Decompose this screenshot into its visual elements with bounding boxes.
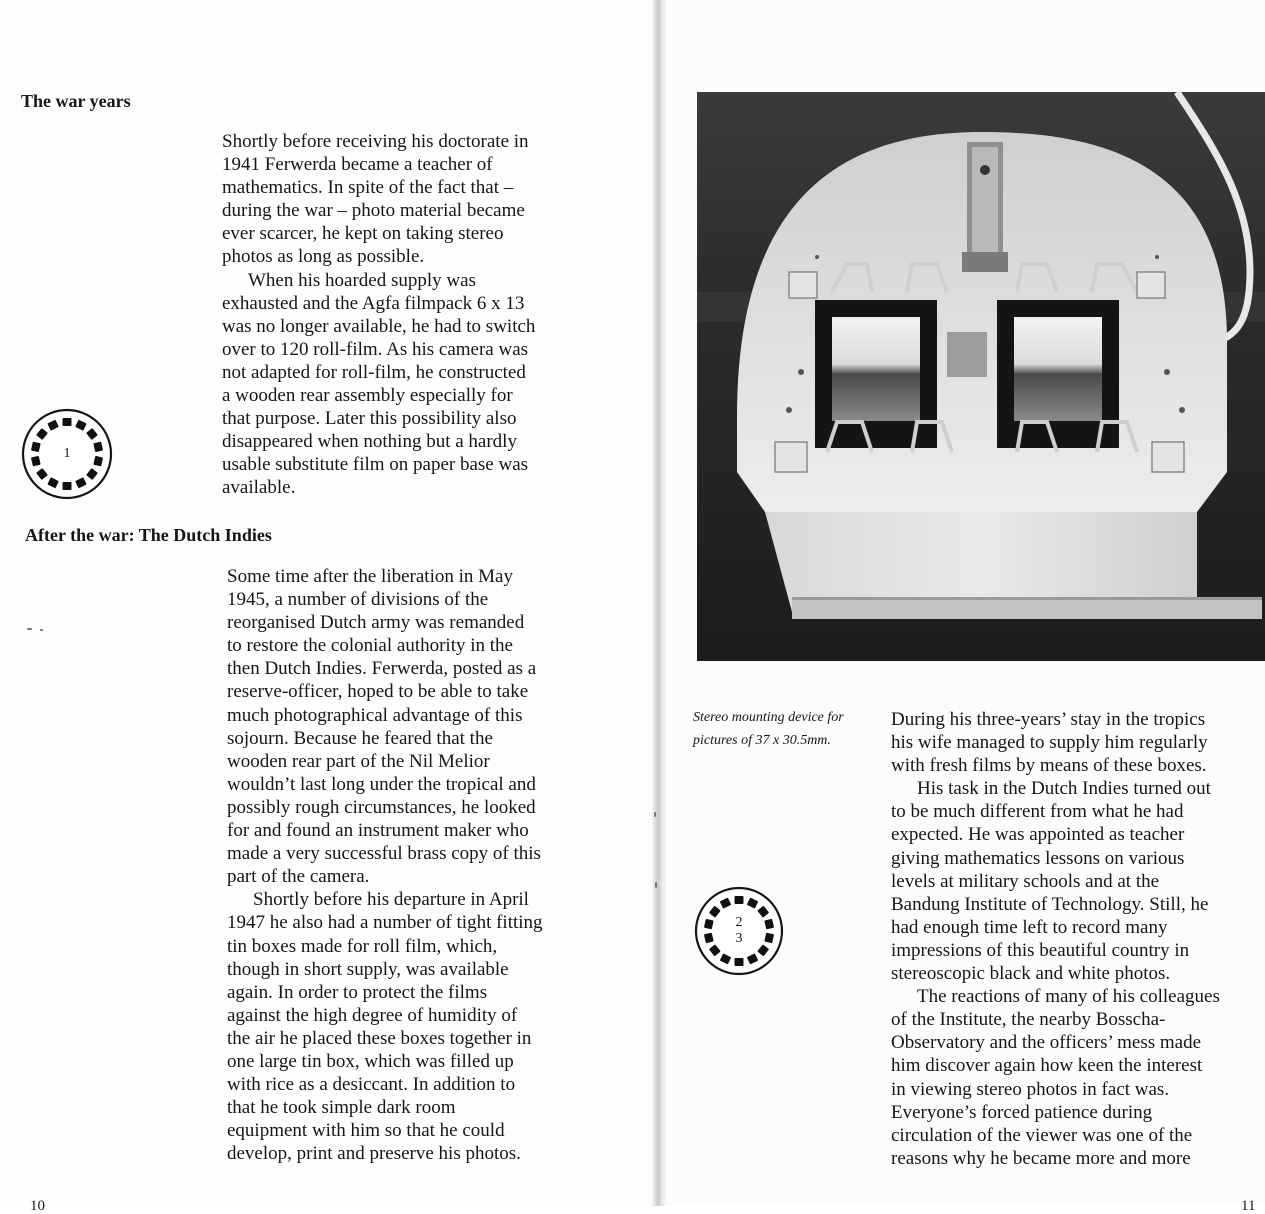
text-line: 1947 he also had a number of tight fitting bbox=[227, 912, 543, 934]
text-line: impressions of this beautiful country in bbox=[891, 939, 1190, 961]
text-line: Shortly before his departure in April bbox=[253, 889, 529, 911]
text-line: When his hoarded supply was bbox=[248, 269, 476, 291]
text-line: 1945, a number of divisions of the bbox=[227, 589, 489, 611]
text-line: tin boxes made for roll film, which, bbox=[227, 935, 498, 957]
text-line: giving mathematics lessons on various bbox=[891, 847, 1185, 869]
reel-film-frame bbox=[735, 958, 744, 966]
text-line: photos as long as possible. bbox=[222, 246, 425, 268]
section-dutch-indies-text bbox=[227, 565, 543, 1165]
text-line: his wife managed to supply him regularly bbox=[891, 732, 1208, 754]
text-line: reserve-officer, hoped to be able to take bbox=[227, 681, 529, 703]
text-line: to restore the colonial authority in the bbox=[227, 635, 513, 657]
text-line: that purpose. Later this possibility also bbox=[222, 408, 517, 430]
stereo-mounting-device-photo bbox=[697, 92, 1265, 661]
text-line: usable substitute film on paper base was bbox=[222, 454, 529, 476]
text-line: a wooden rear assembly especially for bbox=[222, 385, 513, 407]
page-number-right: 11 bbox=[1241, 1198, 1256, 1214]
text-line: made a very successful brass copy of this bbox=[227, 843, 541, 865]
paper-speck bbox=[27, 628, 32, 630]
text-line: The reactions of many of his colleagues bbox=[917, 986, 1220, 1008]
text-line: available. bbox=[222, 477, 296, 499]
text-line: of the Institute, the nearby Bosscha- bbox=[891, 1009, 1166, 1031]
text-line: ever scarcer, he kept on taking stereo bbox=[222, 223, 504, 245]
heading-war-years: The war years bbox=[21, 91, 131, 111]
text-line: the air he placed these boxes together in bbox=[227, 1027, 532, 1049]
text-line: develop, print and preserve his photos. bbox=[227, 1143, 521, 1165]
text-line: then Dutch Indies. Ferwerda, posted as a bbox=[227, 658, 537, 680]
text-line: His task in the Dutch Indies turned out bbox=[917, 778, 1211, 800]
text-line: much photographical advantage of this bbox=[227, 704, 523, 726]
paper-speck bbox=[655, 882, 657, 888]
heading-after-war: After the war: The Dutch Indies bbox=[25, 525, 272, 545]
text-line: sojourn. Because he feared that the bbox=[227, 727, 493, 749]
text-line: pictures of 37 x 30.5mm. bbox=[693, 733, 831, 748]
reel-2-label-bottom: 3 bbox=[735, 931, 743, 946]
text-line: levels at military schools and at the bbox=[891, 870, 1160, 892]
text-line: for and found an instrument maker who bbox=[227, 820, 529, 842]
text-line: one large tin box, which was filled up bbox=[227, 1050, 514, 1072]
reel-film-frame bbox=[735, 896, 744, 904]
text-line: Some time after the liberation in May bbox=[227, 566, 513, 587]
text-line: not adapted for roll-film, he constructed bbox=[222, 361, 526, 383]
text-line: reasons why he became more and more bbox=[891, 1147, 1191, 1169]
book-gutter bbox=[652, 0, 666, 1206]
text-line: with fresh films by means of these boxes. bbox=[891, 755, 1207, 777]
text-line: part of the camera. bbox=[227, 866, 370, 888]
text-line: During his three-years’ stay in the tropics bbox=[891, 709, 1206, 730]
text-line: Shortly before receiving his doctorate in bbox=[222, 131, 529, 152]
text-line: though in short supply, was available bbox=[227, 958, 509, 980]
text-line: in viewing stereo photos in fact was. bbox=[891, 1078, 1170, 1100]
text-line: that he took simple dark room bbox=[227, 1097, 456, 1119]
text-line: stereoscopic black and white photos. bbox=[891, 963, 1171, 985]
text-line: possibly rough circumstances, he looked bbox=[227, 796, 536, 818]
text-line: reorganised Dutch army was remanded bbox=[227, 612, 525, 634]
page-number-left: 10 bbox=[30, 1198, 45, 1214]
text-line: disappeared when nothing but a hardly bbox=[222, 431, 517, 453]
right-page-text bbox=[891, 708, 1220, 1170]
text-line: to be much different from what he had bbox=[891, 801, 1184, 823]
text-line: mathematics. In spite of the fact that – bbox=[222, 177, 514, 199]
reel-1-label: 1 bbox=[63, 446, 71, 461]
text-line: was no longer available, he had to switch bbox=[222, 315, 536, 337]
text-line: again. In order to protect the films bbox=[227, 981, 488, 1003]
text-line: wooden rear part of the Nil Melior bbox=[227, 750, 490, 772]
text-line: over to 120 roll-film. As his camera was bbox=[222, 338, 529, 360]
text-line: expected. He was appointed as teacher bbox=[891, 824, 1185, 846]
text-line: him discover again how keen the interest bbox=[891, 1055, 1203, 1077]
text-line: with rice as a desiccant. In addition to bbox=[227, 1074, 516, 1096]
text-line: 1941 Ferwerda became a teacher of bbox=[222, 154, 493, 176]
reel-film-frame bbox=[63, 418, 72, 426]
paper-speck bbox=[654, 812, 656, 817]
paper-speck bbox=[40, 629, 43, 631]
text-line: Observatory and the officers’ mess made bbox=[891, 1032, 1202, 1054]
text-line: equipment with him so that he could bbox=[227, 1120, 505, 1142]
text-line: Bandung Institute of Technology. Still, he bbox=[891, 893, 1209, 915]
section-war-years-text bbox=[222, 130, 535, 500]
photo-caption bbox=[693, 706, 844, 752]
text-line: Stereo mounting device for bbox=[693, 710, 844, 725]
text-line: circulation of the viewer was one of the bbox=[891, 1124, 1193, 1146]
reel-2-label-top: 2 bbox=[735, 915, 743, 930]
text-line: wouldn’t last long under the tropical and bbox=[227, 773, 536, 795]
text-line: against the high degree of humidity of bbox=[227, 1004, 518, 1026]
text-line: Everyone’s forced patience during bbox=[891, 1101, 1153, 1123]
text-line: had enough time left to record many bbox=[891, 916, 1168, 938]
reel-film-frame bbox=[63, 482, 72, 490]
text-line: exhausted and the Agfa filmpack 6 x 13 bbox=[222, 292, 525, 314]
text-line: during the war – photo material became bbox=[222, 200, 525, 222]
